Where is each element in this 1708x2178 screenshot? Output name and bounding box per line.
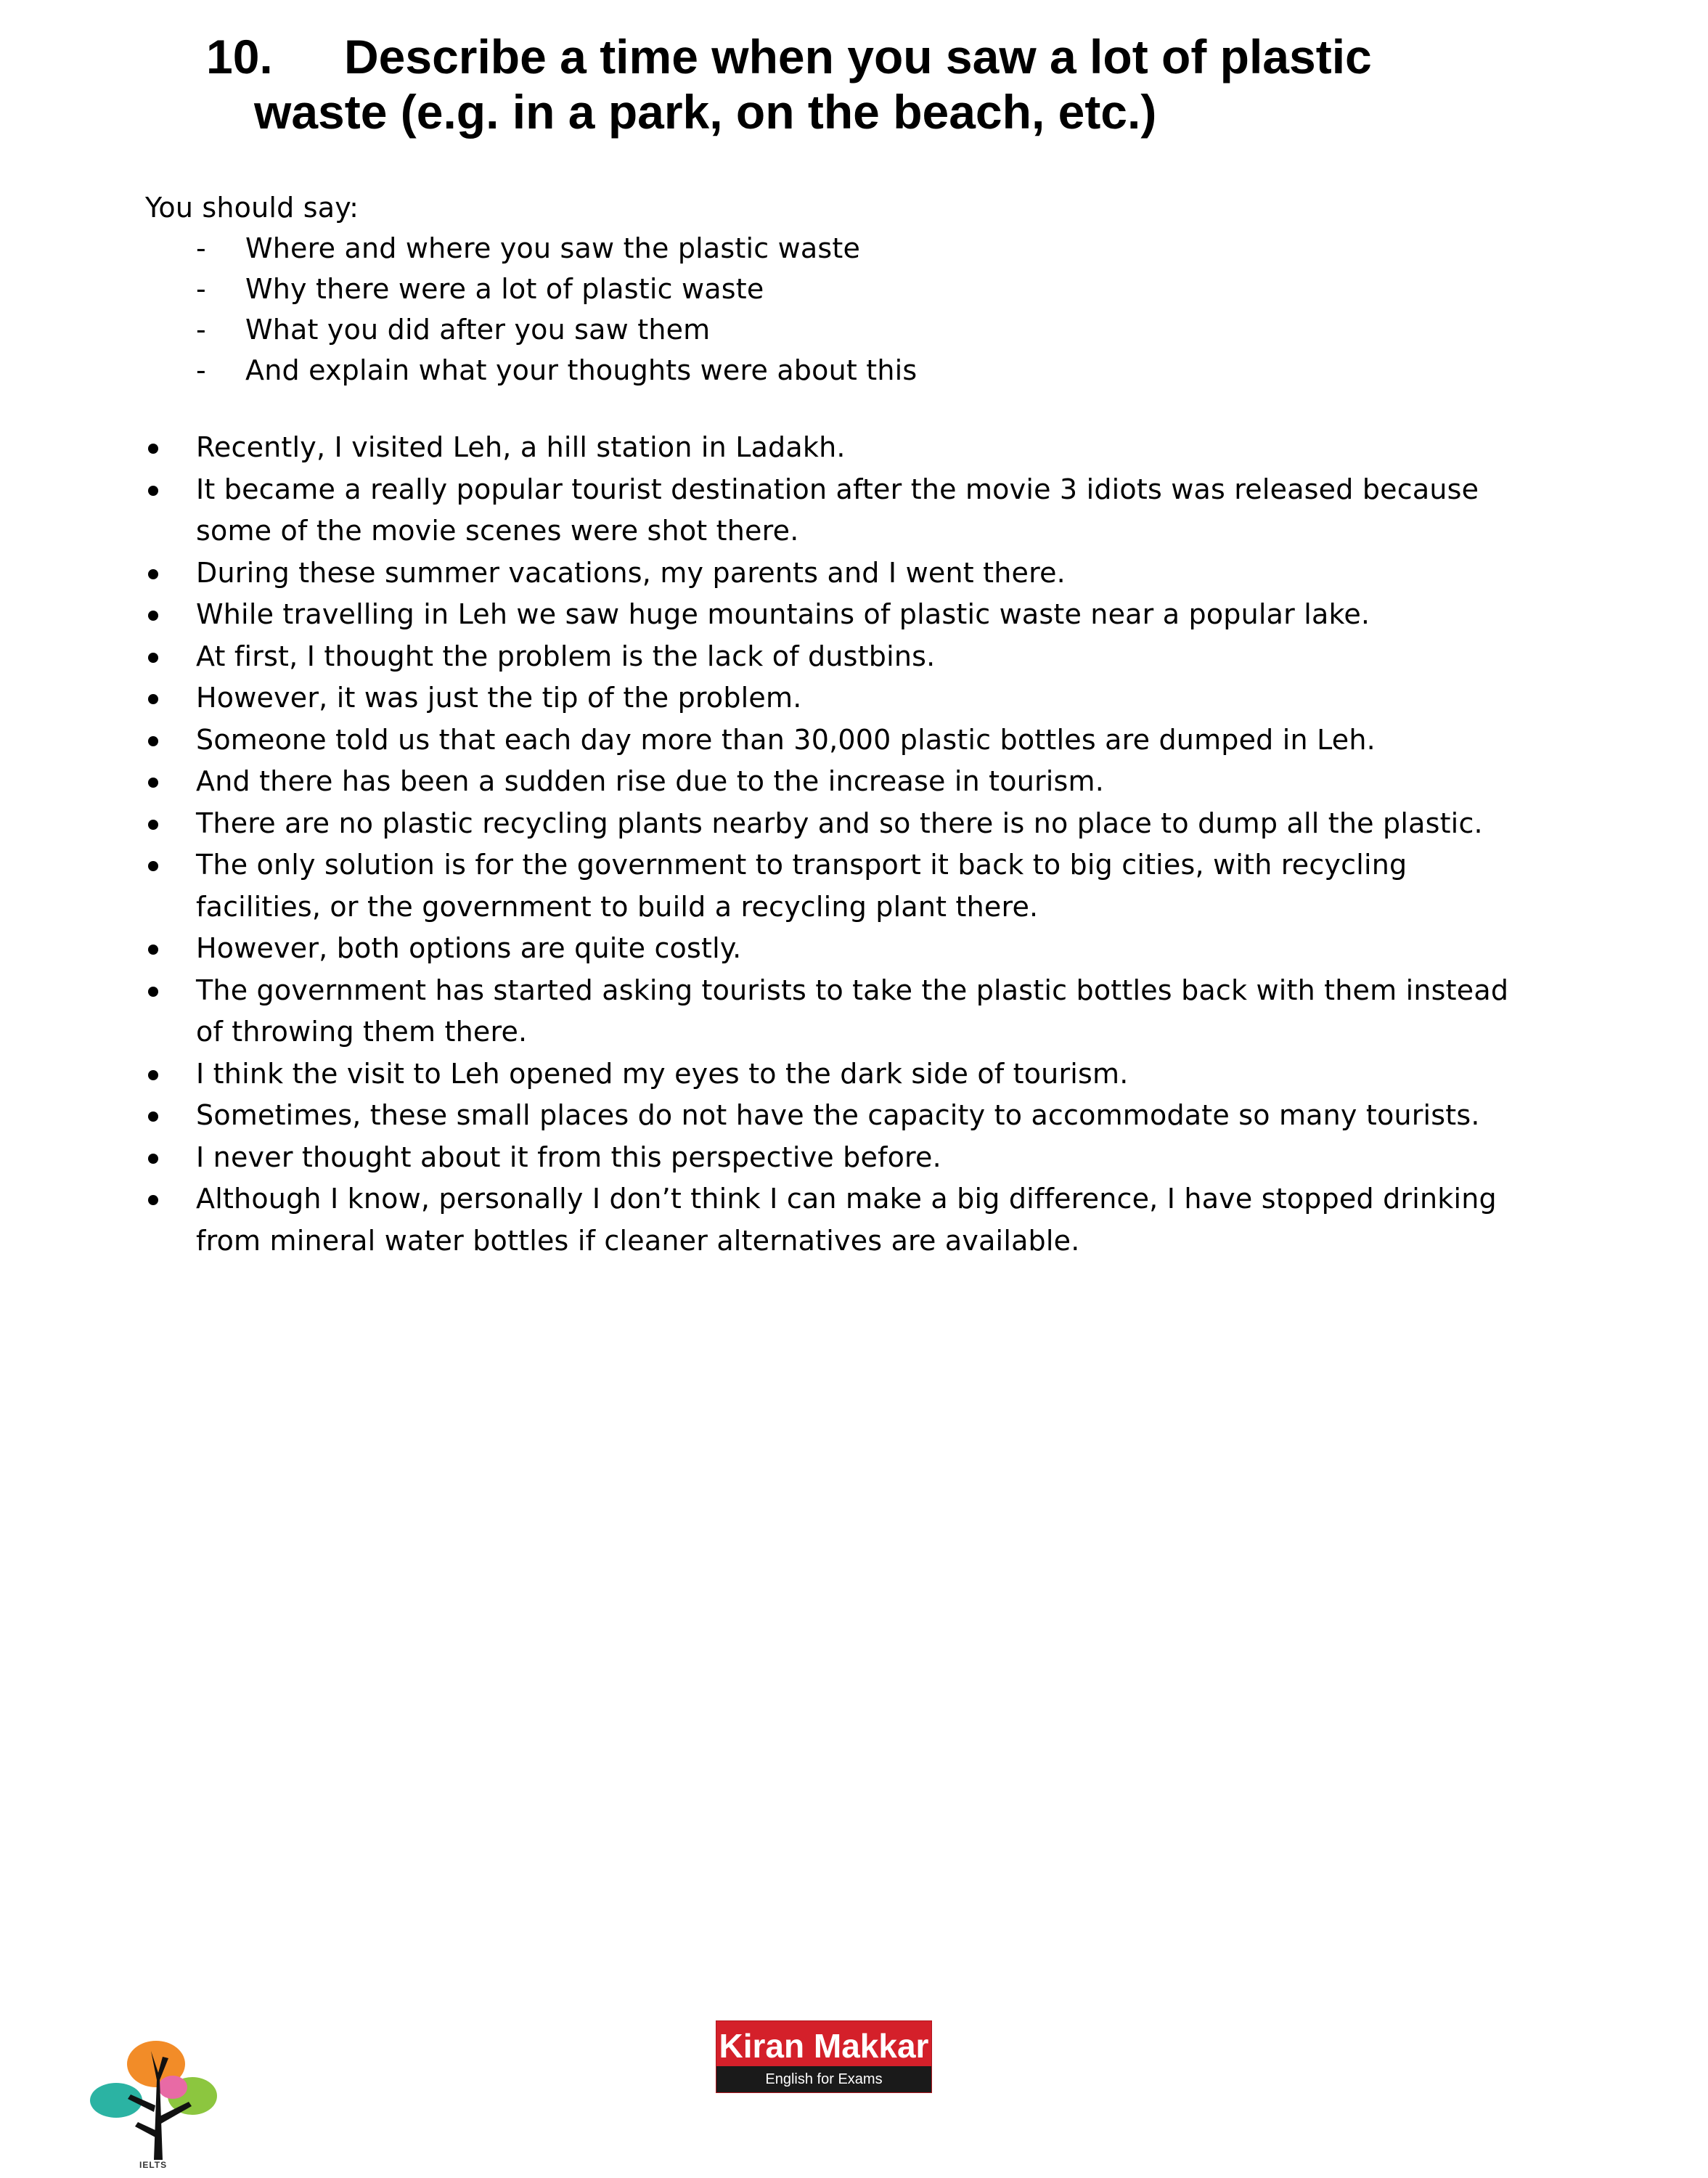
answer-item [145, 469, 1524, 552]
answer-item-text: Although I know, personally I don’t think I can make a big difference, I have stopped drinking from mineral water bottles if cleaner alternatives are available. [196, 1183, 1497, 1257]
answer-item-text: And there has been a sudden rise due to the increase in tourism. [196, 765, 1105, 797]
bullet-icon [148, 611, 158, 621]
question-title-line-2: waste (e.g. in a park, on the beach, etc.) [254, 85, 1157, 139]
bullet-icon [148, 653, 158, 663]
bullet-icon [148, 736, 158, 746]
answer-item [145, 928, 1524, 970]
answer-item-text: During these summer vacations, my parents and I went there. [196, 556, 1066, 589]
dash-marker: - [196, 273, 206, 305]
answer-item-text: It became a really popular tourist destination after the movie 3 idiots was released because some of the movie scenes were shot there. [196, 473, 1479, 547]
question-number: 10. [206, 30, 273, 83]
answer-item [145, 761, 1524, 803]
answer-item [145, 844, 1524, 928]
bullet-icon [148, 1112, 158, 1122]
answer-item [145, 1137, 1524, 1179]
answer-item-text: I never thought about it from this perspective before. [196, 1141, 941, 1173]
prompt-item [196, 269, 917, 309]
answer-item [145, 1178, 1524, 1262]
tree-logo [87, 2036, 232, 2174]
logo-text: IELTS [139, 2160, 168, 2170]
bullet-icon [148, 1070, 158, 1080]
answer-item [145, 1095, 1524, 1137]
prompt-item-text: What you did after you saw them [245, 314, 711, 346]
answer-item-text: Recently, I visited Leh, a hill station in Ladakh. [196, 431, 846, 463]
prompt-intro: You should say: [145, 192, 359, 224]
prompt-item [196, 309, 917, 350]
bullet-icon [148, 861, 158, 871]
answer-item [145, 594, 1524, 636]
answer-list [145, 427, 1524, 1262]
bullet-icon [148, 444, 158, 454]
answer-item-text: There are no plastic recycling plants nearby and so there is no place to dump all the plastic. [196, 807, 1483, 839]
prompt-item-text: Where and where you saw the plastic waste [245, 232, 861, 264]
bullet-icon [148, 486, 158, 496]
answer-item [145, 803, 1524, 845]
prompt-item [196, 350, 917, 391]
brand-tagline: English for Exams [716, 2066, 931, 2092]
dash-marker: - [196, 314, 206, 346]
bullet-icon [148, 1154, 158, 1164]
bullet-icon [148, 945, 158, 955]
prompt-list [196, 228, 917, 391]
bullet-icon [148, 569, 158, 579]
brand-name: Kiran Makkar [719, 2027, 929, 2065]
bullet-icon [148, 1195, 158, 1205]
prompt-item-text: And explain what your thoughts were about this [245, 354, 918, 386]
answer-item [145, 970, 1524, 1053]
dash-marker: - [196, 232, 206, 264]
answer-item-text: However, both options are quite costly. [196, 932, 742, 964]
answer-item-text: While travelling in Leh we saw huge mountains of plastic waste near a popular lake. [196, 598, 1370, 630]
answer-item-text: At first, I thought the problem is the lack of dustbins. [196, 640, 936, 672]
answer-item-text: Sometimes, these small places do not have the capacity to accommodate so many tourists. [196, 1099, 1480, 1131]
dash-marker: - [196, 354, 206, 386]
answer-item [145, 677, 1524, 719]
answer-item [145, 1053, 1524, 1096]
answer-item-text: However, it was just the tip of the problem. [196, 682, 802, 714]
tree-icon [87, 2036, 232, 2174]
answer-item-text: The government has started asking tourists to take the plastic bottles back with them instead of throwing them there. [196, 974, 1509, 1048]
bullet-icon [148, 820, 158, 830]
question-title-line-1: Describe a time when you saw a lot of plastic [344, 30, 1372, 83]
answer-item [145, 636, 1524, 678]
brand-logo [716, 2021, 931, 2092]
question-title [206, 29, 1585, 139]
prompt-item-text: Why there were a lot of plastic waste [245, 273, 764, 305]
answer-item [145, 719, 1524, 762]
answer-item-text: Someone told us that each day more than 30,000 plastic bottles are dumped in Leh. [196, 723, 1376, 756]
answer-item [145, 427, 1524, 469]
answer-item-text: I think the visit to Leh opened my eyes to the dark side of tourism. [196, 1057, 1129, 1090]
prompt-item [196, 228, 917, 269]
answer-item [145, 552, 1524, 595]
bullet-icon [148, 778, 158, 788]
bullet-icon [148, 694, 158, 704]
bullet-icon [148, 987, 158, 997]
answer-item-text: The only solution is for the government to transport it back to big cities, with recycling facilities, or the government to build a recycling plant there. [196, 849, 1407, 923]
